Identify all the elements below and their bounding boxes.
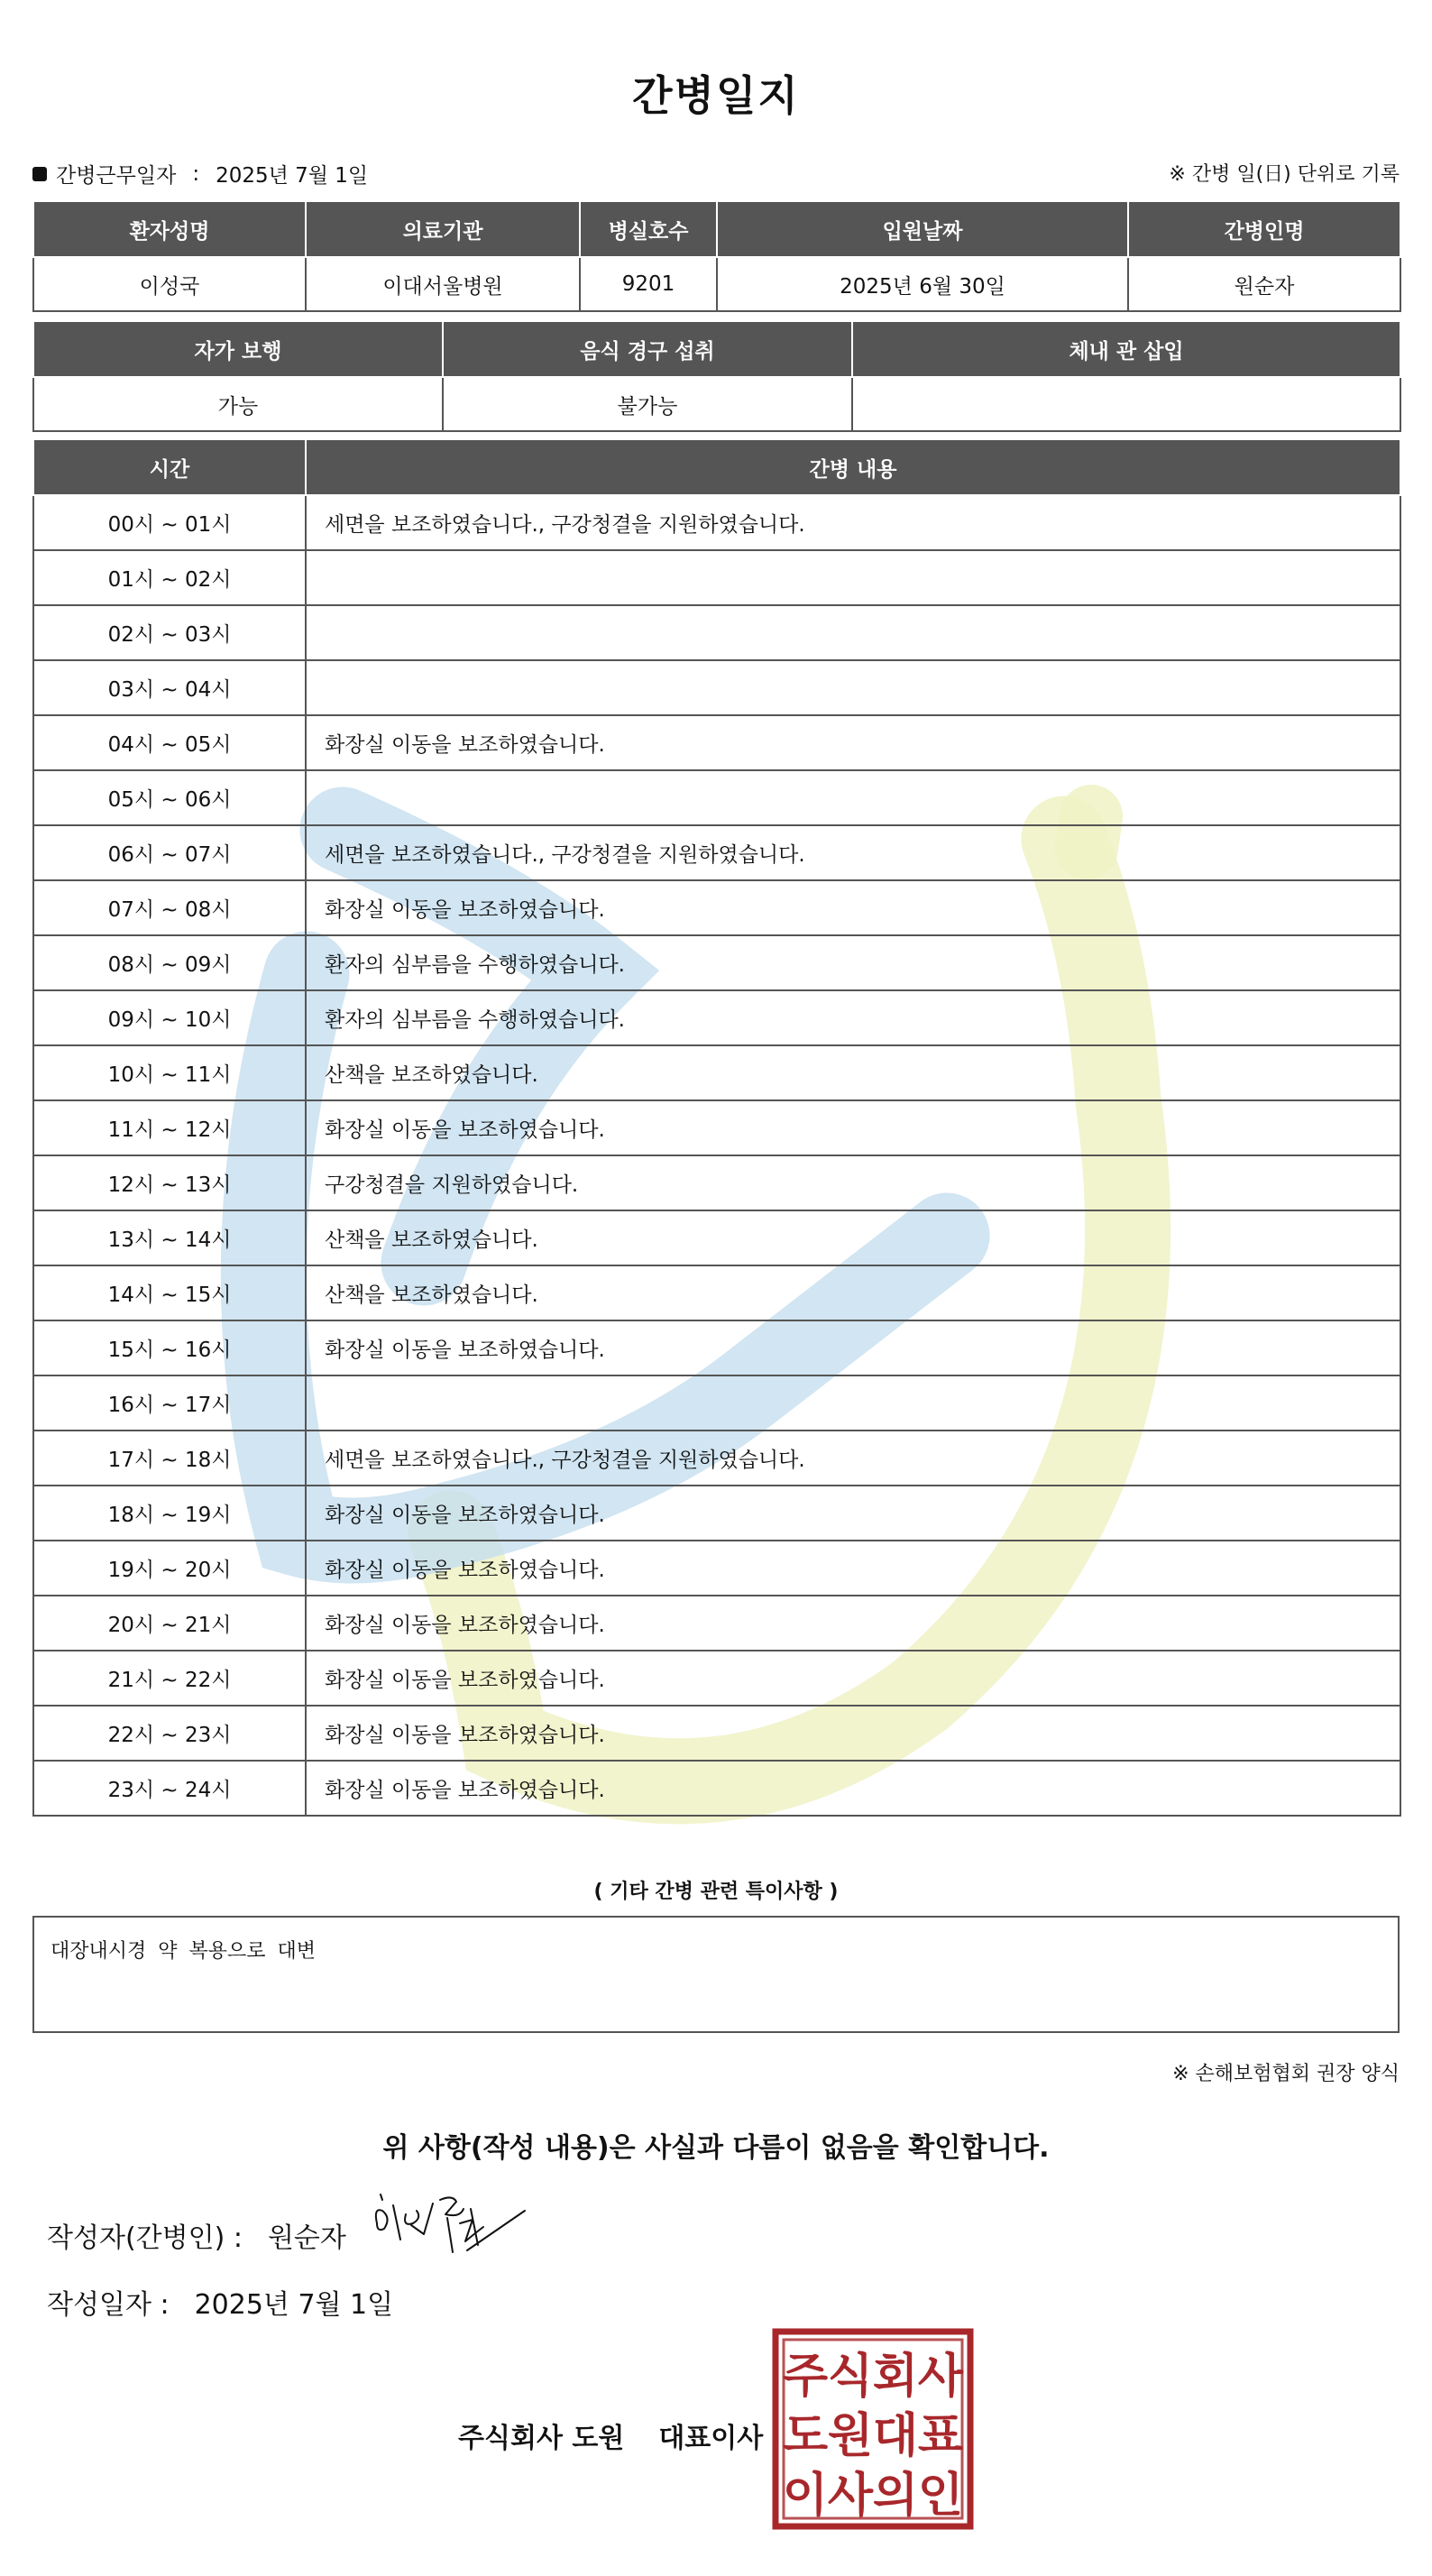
log-row — [33, 1431, 1400, 1486]
caregiver-name-value: 원순자 — [1128, 257, 1400, 311]
log-content: 화장실 이동을 보조하였습니다. — [306, 1596, 1400, 1651]
log-time: 18시 ~ 19시 — [33, 1486, 306, 1541]
log-time: 10시 ~ 11시 — [33, 1045, 306, 1100]
writer-name: 원순자 — [267, 2222, 346, 2254]
log-content — [306, 1375, 1400, 1431]
log-row — [33, 1541, 1400, 1596]
log-time: 19시 ~ 20시 — [33, 1541, 306, 1596]
status-table-header-row — [33, 321, 1400, 377]
special-notes-title: ( 기타 간병 관련 특이사항 ) — [593, 1881, 839, 1903]
header-time: 시간 — [33, 439, 306, 495]
log-time: 03시 ~ 04시 — [33, 660, 306, 715]
association-form-note: ※ 손해보험협회 권장 양식 — [1172, 2063, 1400, 2085]
log-time: 05시 ~ 06시 — [33, 770, 306, 825]
log-time: 04시 ~ 05시 — [33, 715, 306, 770]
written-date-label: 작성일자 : — [47, 2289, 170, 2321]
oral-intake-value: 불가능 — [443, 377, 852, 431]
seal-character: 이 — [782, 2469, 829, 2523]
log-content: 산책을 보조하였습니다. — [306, 1210, 1400, 1265]
log-row — [33, 550, 1400, 605]
work-date-value: 2025년 7월 1일 — [216, 164, 369, 188]
seal-character: 원 — [827, 2409, 874, 2463]
company-title: 대표이사 — [658, 2423, 764, 2454]
record-unit-note: ※ 간병 일(日) 단위로 기록 — [1169, 163, 1400, 186]
log-row — [33, 1210, 1400, 1265]
log-time: 13시 ~ 14시 — [33, 1210, 306, 1265]
log-content: 세면을 보조하였습니다., 구강청결을 지원하였습니다. — [306, 825, 1400, 880]
log-row — [33, 1320, 1400, 1375]
log-row — [33, 715, 1400, 770]
log-time: 16시 ~ 17시 — [33, 1375, 306, 1431]
log-time: 02시 ~ 03시 — [33, 605, 306, 660]
log-time: 09시 ~ 10시 — [33, 990, 306, 1045]
log-time: 12시 ~ 13시 — [33, 1155, 306, 1210]
special-notes-box — [32, 1916, 1400, 2033]
self-walking-value: 가능 — [33, 377, 443, 431]
header-caregiver-name: 간병인명 — [1128, 201, 1400, 257]
log-row — [33, 1596, 1400, 1651]
seal-character: 도 — [782, 2409, 829, 2463]
header-self-walking: 자가 보행 — [33, 321, 443, 377]
patient-status-table — [32, 320, 1401, 432]
log-row — [33, 1706, 1400, 1761]
work-date-line — [32, 159, 368, 189]
handwritten-signature — [370, 2187, 532, 2268]
seal-character: 주 — [782, 2350, 829, 2404]
written-date-line — [47, 2282, 393, 2322]
log-time: 11시 ~ 12시 — [33, 1100, 306, 1155]
log-content: 구강청결을 지원하였습니다. — [306, 1155, 1400, 1210]
room-number-value: 9201 — [580, 257, 717, 311]
seal-character: 회 — [872, 2350, 919, 2404]
header-patient-name: 환자성명 — [33, 201, 306, 257]
log-content: 화장실 이동을 보조하였습니다. — [306, 715, 1400, 770]
log-row — [33, 1761, 1400, 1816]
log-time: 00시 ~ 01시 — [33, 495, 306, 550]
admission-date-value: 2025년 6월 30일 — [717, 257, 1128, 311]
log-content — [306, 770, 1400, 825]
work-date-separator: : — [192, 161, 200, 186]
seal-character: 식 — [827, 2350, 874, 2404]
square-bullet-icon — [32, 167, 47, 181]
log-row — [33, 825, 1400, 880]
tube-insertion-value — [852, 377, 1400, 431]
patient-table-header-row — [33, 201, 1400, 257]
log-time: 07시 ~ 08시 — [33, 880, 306, 935]
log-time: 06시 ~ 07시 — [33, 825, 306, 880]
seal-character: 의 — [872, 2469, 919, 2523]
work-date-label: 간병근무일자 — [56, 164, 177, 188]
log-row — [33, 1265, 1400, 1320]
log-time: 01시 ~ 02시 — [33, 550, 306, 605]
log-content: 화장실 이동을 보조하였습니다. — [306, 1761, 1400, 1816]
log-content: 산책을 보조하였습니다. — [306, 1265, 1400, 1320]
log-row — [33, 1045, 1400, 1100]
status-table-value-row — [33, 377, 1400, 431]
seal-character: 사 — [917, 2350, 964, 2404]
log-time: 20시 ~ 21시 — [33, 1596, 306, 1651]
log-content: 산책을 보조하였습니다. — [306, 1045, 1400, 1100]
log-row — [33, 880, 1400, 935]
patient-info-table — [32, 200, 1401, 312]
log-row — [33, 1375, 1400, 1431]
header-care-content: 간병 내용 — [306, 439, 1400, 495]
log-time: 23시 ~ 24시 — [33, 1761, 306, 1816]
log-time: 08시 ~ 09시 — [33, 935, 306, 990]
seal-character: 대 — [872, 2409, 919, 2463]
log-content: 환자의 심부름을 수행하였습니다. — [306, 990, 1400, 1045]
log-content: 화장실 이동을 보조하였습니다. — [306, 1320, 1400, 1375]
header-tube-insertion: 체내 관 삽입 — [852, 321, 1400, 377]
hospital-value: 이대서울병원 — [306, 257, 580, 311]
company-name: 주식회사 도원 — [458, 2423, 625, 2454]
patient-table-value-row — [33, 257, 1400, 311]
log-content: 세면을 보조하였습니다., 구강청결을 지원하였습니다. — [306, 1431, 1400, 1486]
log-content: 환자의 심부름을 수행하였습니다. — [306, 935, 1400, 990]
log-time: 21시 ~ 22시 — [33, 1651, 306, 1706]
log-content: 화장실 이동을 보조하였습니다. — [306, 1651, 1400, 1706]
seal-character: 표 — [917, 2409, 964, 2463]
log-content: 화장실 이동을 보조하였습니다. — [306, 1706, 1400, 1761]
log-row — [33, 1651, 1400, 1706]
log-row — [33, 1100, 1400, 1155]
header-oral-intake: 음식 경구 섭취 — [443, 321, 852, 377]
special-notes-content: 대장내시경 약 복용으로 대변 — [50, 1940, 317, 1963]
header-hospital: 의료기관 — [306, 201, 580, 257]
page-title: 간병일지 — [632, 71, 800, 120]
log-row — [33, 990, 1400, 1045]
header-room-number: 병실호수 — [580, 201, 717, 257]
log-time: 22시 ~ 23시 — [33, 1706, 306, 1761]
log-content — [306, 605, 1400, 660]
log-content — [306, 550, 1400, 605]
log-content: 화장실 이동을 보조하였습니다. — [306, 1100, 1400, 1155]
care-log-table — [32, 438, 1401, 1817]
log-time: 14시 ~ 15시 — [33, 1265, 306, 1320]
log-row — [33, 935, 1400, 990]
seal-character: 인 — [917, 2469, 964, 2523]
seal-character: 사 — [827, 2469, 874, 2523]
log-table-body — [33, 495, 1400, 1816]
company-seal-stamp — [771, 2327, 975, 2531]
patient-name-value: 이성국 — [33, 257, 306, 311]
log-row — [33, 1155, 1400, 1210]
log-time: 15시 ~ 16시 — [33, 1320, 306, 1375]
log-table-header-row — [33, 439, 1400, 495]
log-row — [33, 770, 1400, 825]
log-row — [33, 495, 1400, 550]
log-content: 화장실 이동을 보조하였습니다. — [306, 880, 1400, 935]
writer-label: 작성자(간병인) : — [47, 2222, 243, 2254]
confirmation-statement: 위 사항(작성 내용)은 사실과 다름이 없음을 확인합니다. — [382, 2132, 1050, 2164]
header-admission-date: 입원날짜 — [717, 201, 1128, 257]
log-row — [33, 605, 1400, 660]
log-row — [33, 660, 1400, 715]
log-time: 17시 ~ 18시 — [33, 1431, 306, 1486]
log-content: 세면을 보조하였습니다., 구강청결을 지원하였습니다. — [306, 495, 1400, 550]
company-signatory — [458, 2415, 763, 2455]
log-row — [33, 1486, 1400, 1541]
writer-line — [47, 2215, 346, 2255]
log-content: 화장실 이동을 보조하였습니다. — [306, 1486, 1400, 1541]
log-content — [306, 660, 1400, 715]
written-date-value: 2025년 7월 1일 — [194, 2289, 394, 2321]
log-content: 화장실 이동을 보조하였습니다. — [306, 1541, 1400, 1596]
